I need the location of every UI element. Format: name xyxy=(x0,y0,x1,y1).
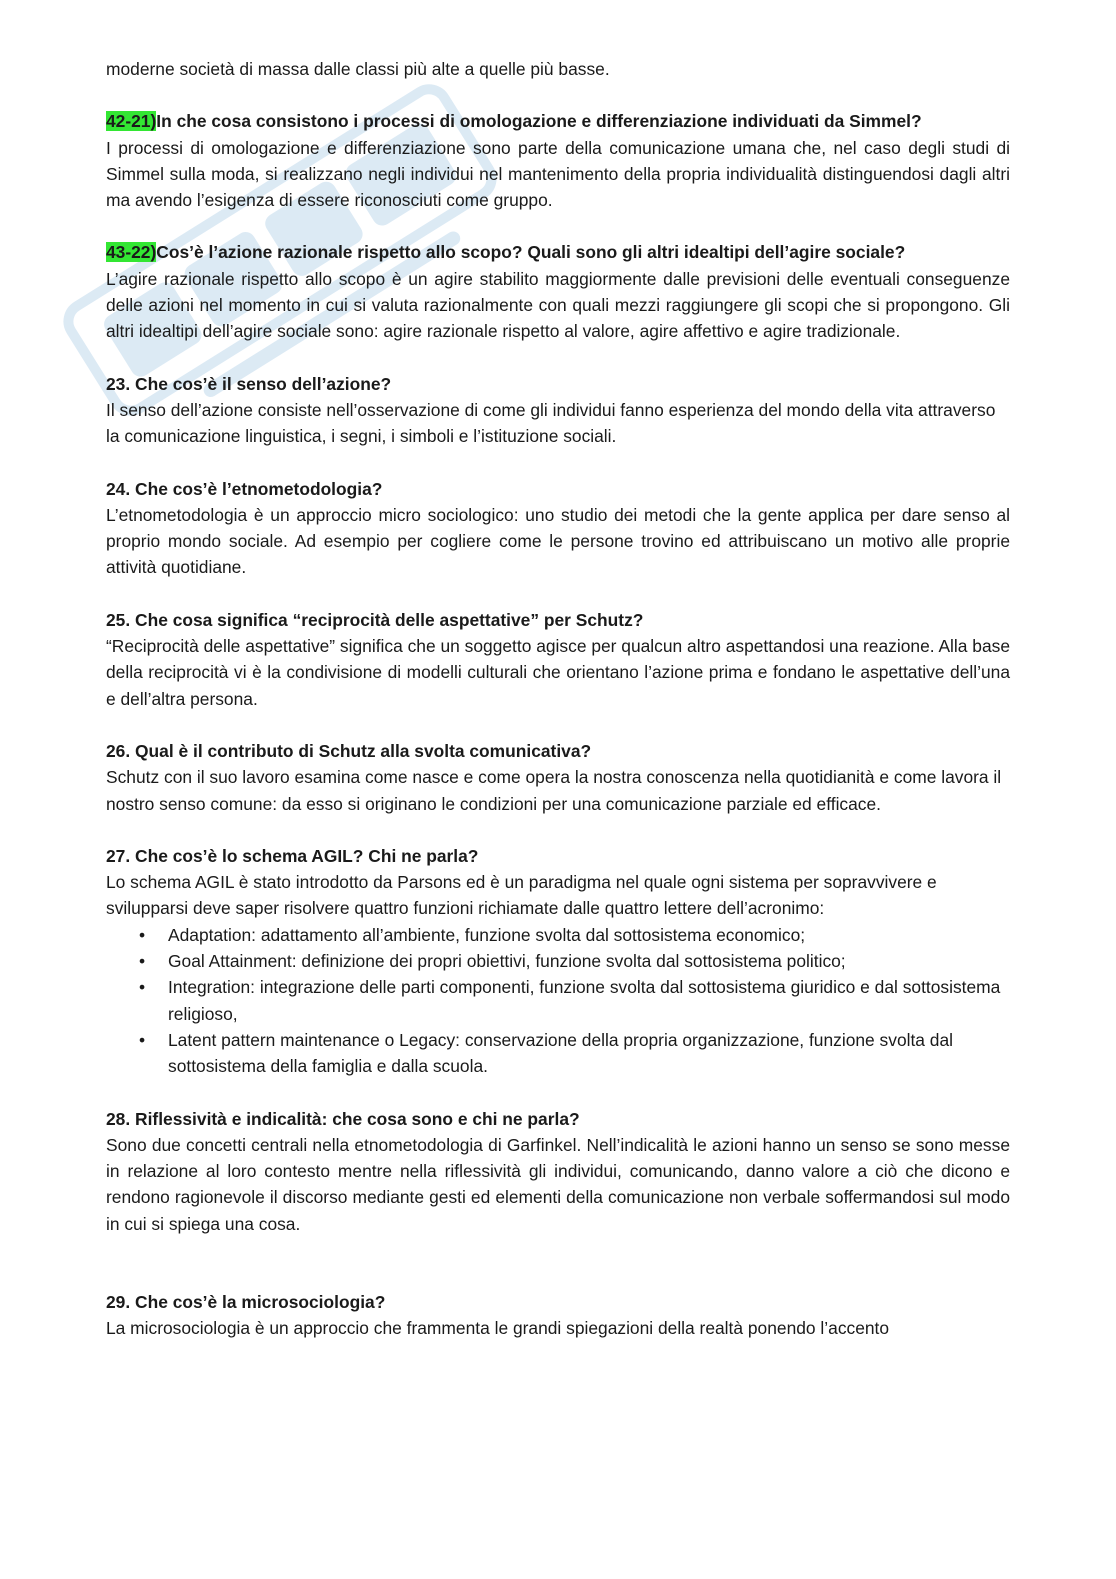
qa-block-28 xyxy=(106,1106,1010,1237)
intro-text: moderne società di massa dalle classi più alte a quelle più basse. xyxy=(106,59,610,79)
bullet-icon: • xyxy=(139,977,146,998)
question-number: 25. xyxy=(106,609,131,630)
bullet-icon: • xyxy=(139,1029,146,1050)
question-tag: 42-21) xyxy=(106,111,157,132)
question-number: 26. xyxy=(106,740,131,761)
question-number: 29. xyxy=(106,1291,131,1312)
question-heading xyxy=(106,1289,1010,1315)
qa-block-24 xyxy=(106,476,1010,581)
question-text: Che cosa significa “reciprocità delle aspettative” per Schutz? xyxy=(135,609,644,630)
qa-block-43-22 xyxy=(106,239,1010,344)
question-text: Qual è il contributo di Schutz alla svolta comunicativa? xyxy=(135,740,592,761)
answer-text: Schutz con il suo lavoro esamina come nasce e come opera la nostra conoscenza nella quotidianità e come lavora il nostro senso comune: da esso si originano le condizioni per una comunicazione parziale ed efficace. xyxy=(106,767,1002,814)
question-text: Cos’è l’azione razionale rispetto allo scopo? Quali sono gli altri idealtipi dell’agire sociale? xyxy=(156,242,906,263)
question-text: Riflessività e indicalità: che cosa sono e chi ne parla? xyxy=(135,1108,580,1129)
list-item xyxy=(106,948,1010,974)
answer-text: “Reciprocità delle aspettative” significa che un soggetto agisce per qualcun altro aspettandosi una reazione. Alla base della reciprocità vi è la condivisione di modelli culturali che orientano l’azione prima e fondano le aspettative dell’una e dell’altra persona. xyxy=(106,636,1010,709)
answer-text: La microsociologia è un approccio che frammenta le grandi spiegazioni della realtà ponendo l’accento xyxy=(106,1318,890,1339)
answer-text: Lo schema AGIL è stato introdotto da Parsons ed è un paradigma nel quale ogni sistema per sopravvivere e svilupparsi deve saper risolvere quattro funzioni richiamate dalle quattro lettere dell’acronimo: xyxy=(106,872,937,919)
list-item-text: Adaptation: adattamento all’ambiente, funzione svolta dal sottosistema economico; xyxy=(168,924,806,945)
question-number: 24. xyxy=(106,478,131,499)
list-item-text: Latent pattern maintenance o Legacy: conservazione della propria organizzazione, funzione svolta dal sottosistema della famiglia e dalla scuola. xyxy=(168,1029,954,1077)
question-text: Che cos’è la microsociologia? xyxy=(135,1291,386,1312)
answer-text: Sono due concetti centrali nella etnometodologia di Garfinkel. Nell’indicalità le azioni hanno un senso se sono messe in relazione al loro contesto mentre nella riflessività gli individui, comunicando, danno valore a ciò che dicono e rendono ragionevole il discorso mediante gesti ed elementi della comunicazione non verbale soffermandosi sul modo in cui si spiega una cosa. xyxy=(106,1134,1010,1234)
list-item xyxy=(106,974,1010,1027)
question-text: Che cos’è lo schema AGIL? Chi ne parla? xyxy=(135,845,479,866)
list-item-text: Goal Attainment: definizione dei propri obiettivi, funzione svolta dal sottosistema politico; xyxy=(168,951,846,972)
agil-list xyxy=(106,922,1010,1080)
question-number: 23. xyxy=(106,373,131,394)
question-heading xyxy=(106,476,1010,502)
list-item xyxy=(106,922,1010,948)
question-text: In che cosa consistono i processi di omologazione e differenziazione individuati da Simmel? xyxy=(156,111,922,132)
question-number: 27. xyxy=(106,845,131,866)
answer-text: Il senso dell’azione consiste nell’osservazione di come gli individui fanno esperienza del mondo della vita attraverso la comunicazione linguistica, i segni, i simboli e l’istituzione sociali. xyxy=(106,399,996,447)
qa-block-23 xyxy=(106,371,1010,450)
question-heading xyxy=(106,1106,1010,1132)
question-heading xyxy=(106,108,1010,134)
document-page xyxy=(106,56,1010,1342)
question-number: 28. xyxy=(106,1108,131,1129)
question-heading xyxy=(106,738,1010,764)
question-heading xyxy=(106,239,1010,265)
list-item-text: Integration: integrazione delle parti componenti, funzione svolta dal sottosistema giuridico e dal sottosistema religioso, xyxy=(168,977,1001,1024)
question-heading xyxy=(106,607,1010,633)
answer-text: I processi di omologazione e differenziazione sono parte della comunicazione umana che, nel caso degli studi di Simmel sulla moda, si realizzano negli individui nel mantenimento della propria individualità distinguendosi dagli altri ma avendo l’esigenza di essere riconosciuti come gruppo. xyxy=(106,137,1010,211)
qa-block-27 xyxy=(106,843,1010,1080)
question-heading xyxy=(106,371,1010,397)
question-text: Che cos’è l’etnometodologia? xyxy=(135,478,383,499)
question-text: Che cos’è il senso dell’azione? xyxy=(135,373,392,394)
qa-block-42-21 xyxy=(106,108,1010,213)
bullet-icon: • xyxy=(139,924,146,945)
answer-text: L’etnometodologia è un approccio micro sociologico: uno studio dei metodi che la gente applica per dare senso al proprio mondo sociale. Ad esempio per cogliere come le persone trovino ed attribuiscano un motivo alle proprie attività quotidiane. xyxy=(106,504,1010,578)
qa-block-26 xyxy=(106,738,1010,817)
qa-block-29 xyxy=(106,1289,1010,1342)
answer-text: L’agire razionale rispetto allo scopo è un agire stabilito maggiormente dalle previsioni delle eventuali conseguenze delle azioni nel momento in cui si valuta razionalmente con quali mezzi raggiungere gli scopi che si propongono. Gli altri idealtipi dell’agire sociale sono: agire razionale rispetto al valore, agire affettivo e agire tradizionale. xyxy=(106,268,1010,342)
list-item xyxy=(106,1027,1010,1080)
question-heading xyxy=(106,843,1010,869)
question-tag: 43-22) xyxy=(106,242,157,263)
qa-block-25 xyxy=(106,607,1010,712)
bullet-icon: • xyxy=(139,951,146,972)
